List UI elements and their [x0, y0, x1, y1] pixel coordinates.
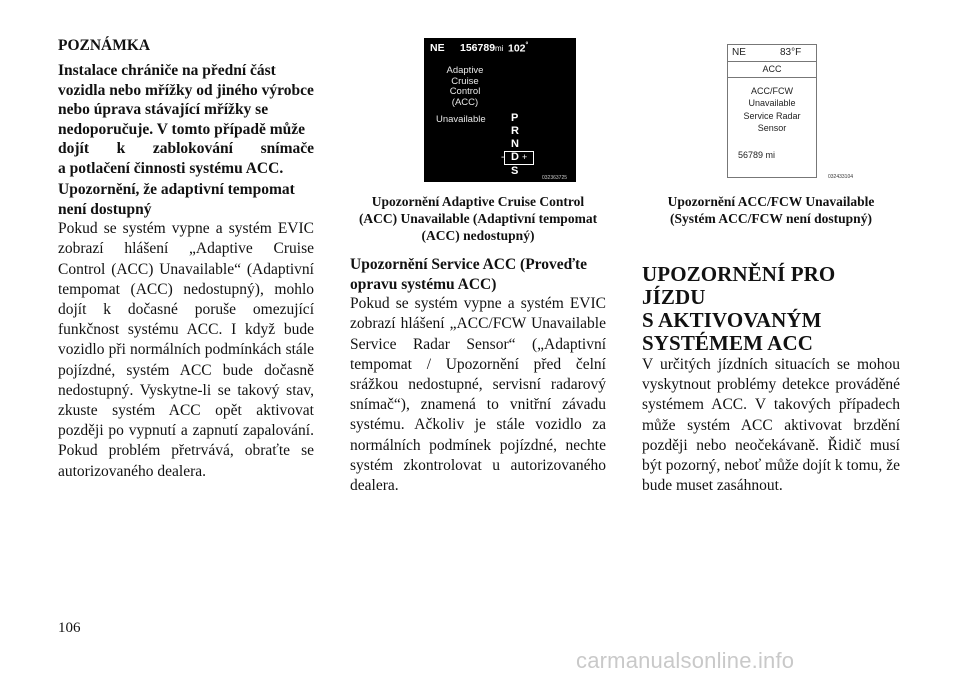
gear-s: S: [511, 165, 519, 177]
gear-n: N: [511, 138, 519, 150]
section-heading: [642, 263, 900, 355]
outside-temp: 102°: [508, 42, 529, 55]
note-line: dojít k zablokování snímače: [58, 140, 314, 158]
evic-display-acc-fcw-unavailable: [727, 44, 817, 178]
section-driving-with-acc: [642, 263, 900, 496]
odometer: 56789 mi: [738, 150, 776, 160]
heading-line: Upozornění Service ACC (Proveďte: [350, 256, 588, 273]
outside-temp: 83°F: [780, 47, 802, 58]
gear-selected-box: [504, 151, 534, 165]
note-line: vozidla nebo mřížky od jiného výrobce: [58, 81, 314, 99]
compass-direction: NE: [430, 42, 445, 54]
figure-code: 032433104: [828, 174, 854, 180]
note-line: Instalace chrániče na přední část: [58, 62, 276, 79]
note-body: [58, 61, 314, 179]
note-title: POZNÁMKA: [58, 37, 151, 54]
figure-code: 032363725: [542, 175, 568, 181]
note-line: a potlačení činnosti systému ACC.: [58, 159, 284, 177]
section-body: V určitých jízdních situacích se mohou vyskytnout problémy detekce prováděné systémem ACC. V takových případech může systém ACC aktivovat brzdění později nebo neočekávaně. Řidič musí být pozorný, neboť může dojít k tomu, že bude muset zasáhnout.: [642, 356, 900, 495]
section-heading: [350, 255, 606, 294]
heading-line: UPOZORNĚNÍ PRO JÍZDU: [642, 262, 836, 309]
display-mode: ACC: [728, 61, 816, 78]
section-heading: [58, 180, 314, 219]
section-service-acc: [350, 255, 606, 496]
note-line: nedoporučuje. V tomto případě může: [58, 120, 305, 138]
gear-plus: +: [522, 152, 528, 162]
section-body: Pokud se systém vypne a systém EVIC zobrazí hlášení „Adaptive Cruise Control (ACC) Unavailable“ (Adaptivní tempomat (ACC) nedostupný), mohlo dojít k dočasné poruše omezující funkčnost systému ACC. I když bude vozidlo při normálních podmínkách stále pojízdné, systém ACC bude dočasně nedostupný. Vyskytne-li se takový stav, zkuste systém ACC opět aktivovat později po vypnutí a zapnutí zapalování. Pokud problém přetrvává, obraťte se autorizovaného dealera.: [58, 220, 314, 480]
gear-r: R: [511, 125, 519, 137]
watermark: carmanualsonline.info: [576, 648, 795, 673]
heading-line: opravu systému ACC): [350, 275, 497, 293]
note-line: nebo úprava stávající mřížky se: [58, 101, 269, 119]
heading-line: S AKTIVOVANÝM: [642, 308, 822, 332]
heading-line: Upozornění, že adaptivní tempomat: [58, 181, 295, 198]
display-title: Adaptive Cruise Control (ACC): [446, 65, 484, 108]
heading-line: SYSTÉMEM ACC: [642, 331, 813, 355]
gear-minus: -: [501, 152, 505, 163]
compass-direction: NE: [732, 47, 746, 58]
odometer: 156789mi: [460, 42, 504, 54]
page-number: 106: [58, 620, 81, 636]
figure-caption: Upozornění ACC/FCW Unavailable (Systém ACC/FCW není dostupný): [667, 194, 875, 226]
gear-d: D: [511, 151, 519, 163]
gear-p: P: [511, 112, 519, 124]
display-message: ACC/FCW Unavailable Service Radar Sensor: [743, 86, 801, 134]
display-status: Unavailable: [436, 114, 486, 125]
display-top-bar: [728, 45, 816, 62]
section-body: Pokud se systém vypne a systém EVIC zobrazí hlášení „ACC/FCW Unavailable Service Radar Sensor“ („Adaptivní tempomat / Upozornění před čelní srážkou nedostupné, servisní radarový snímač“), znamená to vnitřní závadu systému. Ačkoliv je stále vozidlo za normálních podmínek pojízdné, nechte systém zkontrolovat u autorizovaného dealera.: [350, 295, 606, 495]
evic-display-acc-unavailable: [424, 38, 576, 182]
figure-caption: Upozornění Adaptive Cruise Control (ACC) Unavailable (Adaptivní tempomat (ACC) nedostupný): [358, 194, 598, 243]
section-acc-unavailable: [58, 180, 314, 482]
heading-line: není dostupný: [58, 200, 152, 218]
